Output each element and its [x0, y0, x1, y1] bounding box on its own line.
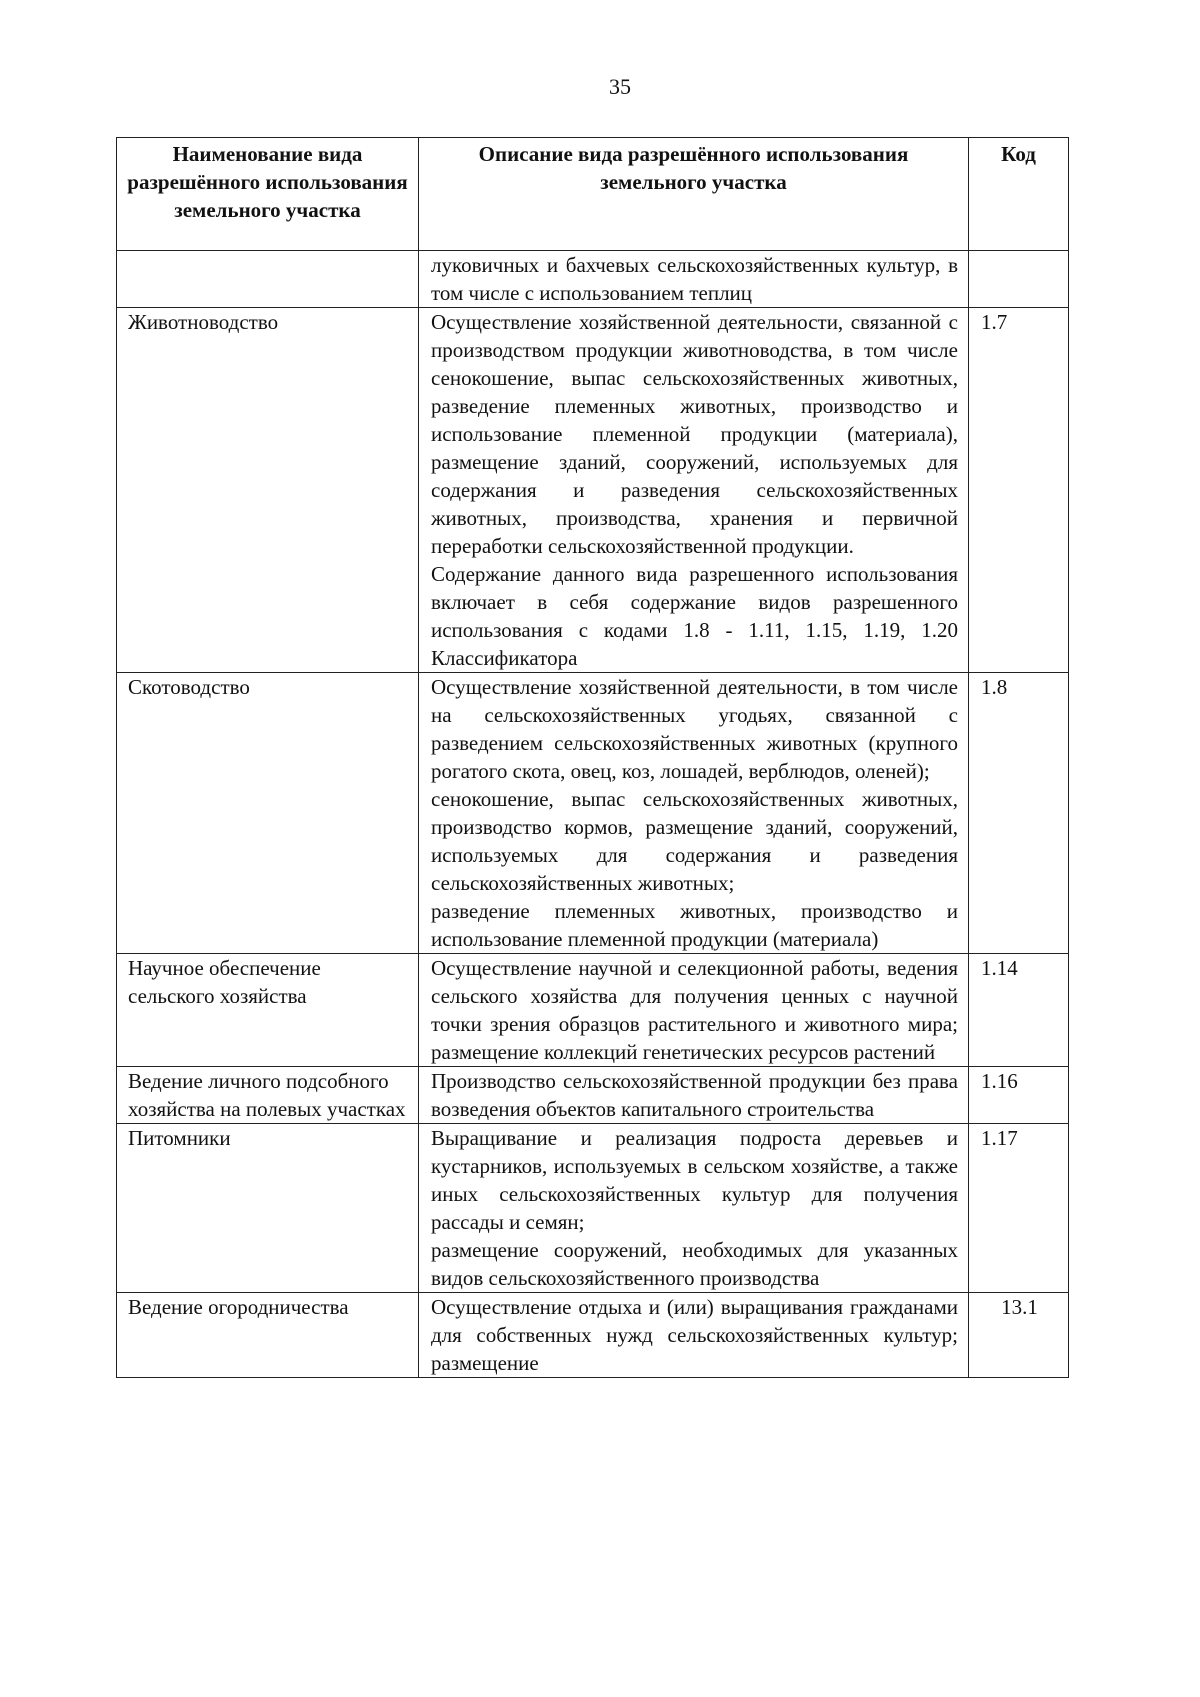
table-row	[117, 308, 1069, 673]
description-paragraph: сенокошение, выпас сельскохозяйственных животных, производство кормов, размещение зданий, сооружений, используемых для содержания и разведения сельскохозяйственных животных;	[431, 787, 958, 895]
table-row	[117, 954, 1069, 1067]
description-paragraph: размещение сооружений, необходимых для указанных видов сельскохозяйственного производства	[431, 1238, 958, 1290]
description-paragraph: Выращивание и реализация подроста деревьев и кустарников, используемых в сельском хозяйстве, а также иных сельскохозяйственных культур для получения рассады и семян;	[431, 1126, 958, 1234]
description-paragraph: разведение племенных животных, производство и использование племенной продукции (материала)	[431, 899, 958, 951]
row-description	[419, 1124, 969, 1293]
row-description	[419, 251, 969, 308]
row-name: Питомники	[117, 1124, 419, 1293]
row-description	[419, 1067, 969, 1124]
row-code: 1.16	[969, 1067, 1069, 1124]
row-code	[969, 251, 1069, 308]
row-name: Ведение огородничества	[117, 1293, 419, 1378]
land-use-table	[116, 137, 1069, 1378]
table-row	[117, 1067, 1069, 1124]
row-name: Животноводство	[117, 308, 419, 673]
table-row	[117, 251, 1069, 308]
table-header-row	[117, 138, 1069, 251]
row-code: 1.14	[969, 954, 1069, 1067]
row-description	[419, 308, 969, 673]
header-code: Код	[969, 138, 1069, 251]
description-paragraph: Содержание данного вида разрешенного использования включает в себя содержание видов разрешенного использования с кодами 1.8 - 1.11, 1.15, 1.19, 1.20 Классификатора	[431, 562, 958, 670]
description-paragraph: луковичных и бахчевых сельскохозяйственных культур, в том числе с использованием теплиц	[431, 253, 958, 305]
description-paragraph: Производство сельскохозяйственной продукции без права возведения объектов капитального строительства	[431, 1069, 958, 1121]
description-paragraph: Осуществление хозяйственной деятельности, в том числе на сельскохозяйственных угодьях, связанной с разведением сельскохозяйственных животных (крупного рогатого скота, овец, коз, лошадей, верблюдов, оленей);	[431, 675, 958, 783]
table-row	[117, 1124, 1069, 1293]
header-name: Наименование вида разрешённого использования земельного участка	[117, 138, 419, 251]
description-paragraph: Осуществление отдыха и (или) выращивания гражданами для собственных нужд сельскохозяйственных культур; размещение	[431, 1295, 958, 1375]
description-paragraph: Осуществление научной и селекционной работы, ведения сельского хозяйства для получения ценных с научной точки зрения образцов растительного и животного мира; размещение коллекций генетических ресурсов растений	[431, 956, 958, 1064]
row-name: Скотоводство	[117, 673, 419, 954]
row-code: 13.1	[969, 1293, 1069, 1378]
table-row	[117, 673, 1069, 954]
row-description	[419, 673, 969, 954]
table-row	[117, 1293, 1069, 1378]
row-name: Научное обеспечение сельского хозяйства	[117, 954, 419, 1067]
row-name: Ведение личного подсобного хозяйства на полевых участках	[117, 1067, 419, 1124]
row-code: 1.7	[969, 308, 1069, 673]
row-name	[117, 251, 419, 308]
description-paragraph: Осуществление хозяйственной деятельности, связанной с производством продукции животноводства, в том числе сенокошение, выпас сельскохозяйственных животных, разведение племенных животных, производство и использование племенной продукции (материала), размещение зданий, сооружений, используемых для содержания и разведения сельскохозяйственных животных, производства, хранения и первичной переработки сельскохозяйственной продукции.	[431, 310, 958, 558]
header-description: Описание вида разрешённого использования земельного участка	[419, 138, 969, 251]
row-code: 1.8	[969, 673, 1069, 954]
row-code: 1.17	[969, 1124, 1069, 1293]
row-description	[419, 954, 969, 1067]
page-number: 35	[609, 74, 631, 99]
row-description	[419, 1293, 969, 1378]
